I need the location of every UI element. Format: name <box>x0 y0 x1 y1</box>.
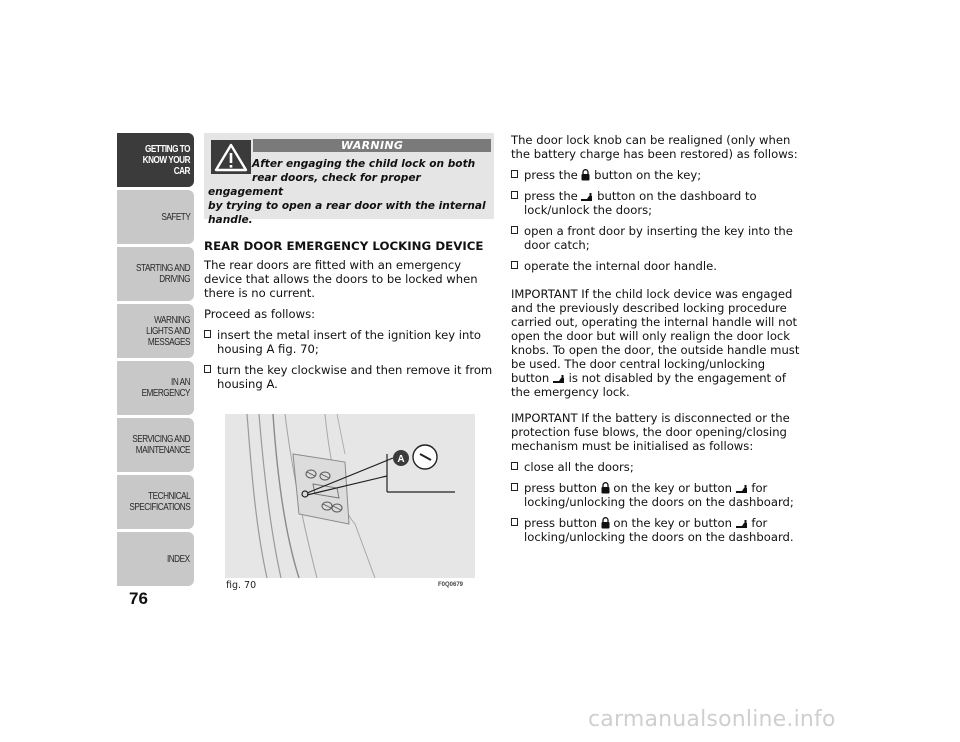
list-item: press the button on the dashboard to lock/unlock the doors; <box>511 189 801 217</box>
tab-starting-and-driving[interactable]: STARTING AND DRIVING <box>117 247 194 301</box>
important-paragraph-2: IMPORTANT If the battery is disconnected or the protection fuse blows, the door opening/closing mechanism must be initialised as follows: <box>511 411 790 453</box>
list-item: press the button on the key; <box>511 168 801 182</box>
padlock-icon <box>601 517 610 529</box>
figure-code: F0Q0679 <box>438 582 464 588</box>
section-heading: REAR DOOR EMERGENCY LOCKING DEVICE <box>204 239 484 253</box>
padlock-icon <box>601 482 610 494</box>
list-item: operate the internal door handle. <box>511 259 801 273</box>
tab-warning-lights-and-messages[interactable]: WARNING LIGHTS AND MESSAGES <box>117 304 194 358</box>
tab-safety[interactable]: SAFETY <box>117 190 194 244</box>
housing-a-label: A <box>397 454 405 465</box>
proceed-text: Proceed as follows: <box>204 307 316 321</box>
central-lock-button-icon <box>581 193 593 202</box>
right-column <box>511 133 801 551</box>
list-item: press button on the key or button for locking/unlocking the doors on the dashboard; <box>511 481 801 509</box>
tab-in-an-emergency[interactable]: IN AN EMERGENCY <box>117 361 194 415</box>
central-lock-button-icon <box>736 520 748 529</box>
figure-door-housing <box>225 414 475 578</box>
left-column <box>204 239 494 398</box>
figure-caption: fig. 70 <box>226 580 257 591</box>
tab-getting-to-know-your-car[interactable]: GETTING TO KNOW YOUR CAR <box>117 133 194 187</box>
page-number: 76 <box>129 589 148 608</box>
list-item: insert the metal insert of the ignition key into housing A fig. 70; <box>204 328 494 356</box>
realign-intro: The door lock knob can be realigned (only when the battery charge has been restored) as follows: <box>511 133 798 161</box>
tab-technical-specifications[interactable]: TECHNICAL SPECIFICATIONS <box>117 475 194 529</box>
tab-servicing-and-maintenance[interactable]: SERVICING AND MAINTENANCE <box>117 418 194 472</box>
watermark: carmanualsonline.info <box>588 707 836 732</box>
central-lock-button-icon <box>553 375 565 384</box>
list-item: close all the doors; <box>511 460 801 474</box>
list-item: turn the key clockwise and then remove it from housing A. <box>204 363 494 391</box>
list-item: press button on the key or button for locking/unlocking the doors on the dashboard. <box>511 516 801 544</box>
chapter-tabs <box>117 133 194 589</box>
tab-index[interactable]: INDEX <box>117 532 194 586</box>
warning-title: WARNING <box>253 139 491 152</box>
warning-box <box>204 133 494 226</box>
important-paragraph-1: IMPORTANT If the child lock device was engaged and the previously described locking procedure carried out, operating the internal handle will not open the door but will only realign the door lock knobs. To open the door, the outside handle must be used. The door central locking/unlocking button is not disabled by the engagement of the emergency lock. <box>511 287 800 399</box>
intro-paragraph: The rear doors are fitted with an emergency device that allows the doors to be locked when there is no current. <box>204 258 478 300</box>
list-item: open a front door by inserting the key into the door catch; <box>511 224 801 252</box>
central-lock-button-icon <box>736 485 748 494</box>
padlock-icon <box>581 169 590 181</box>
door-illustration <box>225 414 475 578</box>
warning-text: After engaging the child lock on both rear doors, check for proper engagement by trying to open a rear door with the internal handle. <box>208 158 486 226</box>
